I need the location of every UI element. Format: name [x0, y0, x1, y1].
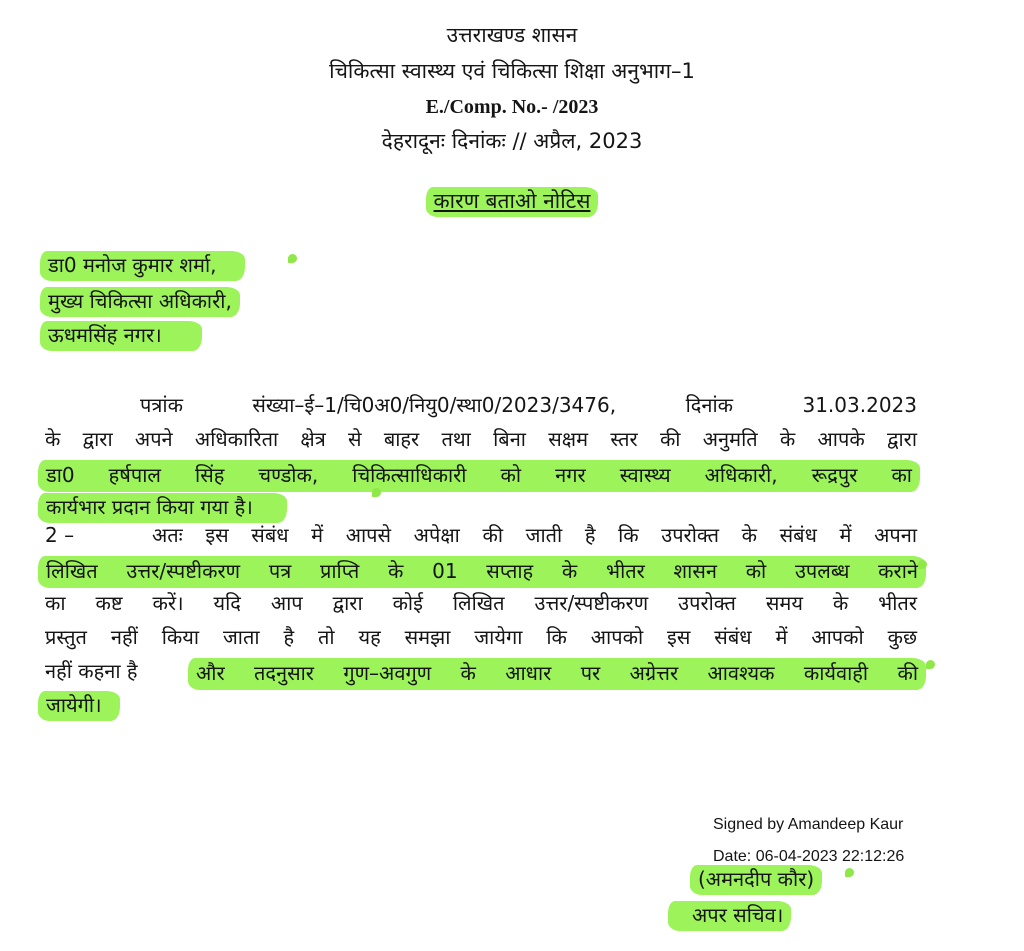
para2-line3: का कष्ट करें। यदि आप द्वारा कोई लिखित उत्तर/स्पष्टीकरण उपरोक्त समय के भीतर: [45, 591, 917, 615]
signatory-designation-row: [668, 902, 791, 928]
para2-number: 2 –: [45, 523, 75, 547]
addressee-name: डा0 मनोज कुमार शर्मा,: [40, 251, 245, 281]
para2-line6: जायेगी।: [38, 691, 120, 721]
para2-line2-row: [38, 556, 928, 588]
file-number: E./Comp. No.- /2023: [425, 96, 599, 118]
para1-line4: कार्यभार प्रदान किया गया है।: [38, 493, 287, 523]
highlighter-mark: [926, 660, 935, 669]
signatory-designation: अपर सचिव।: [668, 901, 791, 931]
para1-line3-row: [38, 460, 920, 492]
highlighter-mark: [288, 254, 297, 263]
digital-signature-date: Date: 06-04-2023 22:12:26: [713, 848, 905, 865]
highlighter-mark: [372, 488, 381, 497]
highlighter-mark: [918, 560, 927, 569]
para2-line5a: नहीं कहना है: [45, 659, 138, 683]
addressee-place: ऊधमसिंह नगर।: [40, 321, 202, 351]
highlighter-mark: [845, 868, 854, 877]
government-heading: उत्तराखण्ड शासन: [446, 23, 578, 47]
addressee-place-row: [40, 322, 202, 348]
place-date: देहरादूनः दिनांकः // अप्रैल, 2023: [381, 129, 643, 153]
para2-line4: प्रस्तुत नहीं किया जाता है तो यह समझा जायेगा कि आपको इस संबंध में आपको कुछ: [45, 625, 917, 649]
notice-title: कारण बताओ नोटिस: [426, 187, 599, 217]
addressee-designation: मुख्य चिकित्सा अधिकारी,: [40, 287, 240, 317]
department-heading: चिकित्सा स्वास्थ्य एवं चिकित्सा शिक्षा अनुभाग–1: [329, 59, 695, 83]
signatory-name: (अमनदीप कौर): [690, 865, 822, 895]
para2-line5b-row: [188, 658, 928, 690]
para1-line4-row: [38, 494, 287, 520]
para2-line1: अतः इस संबंध में आपसे अपेक्षा की जाती है कि उपरोक्त के संबंध में अपना: [152, 523, 917, 547]
digital-signature-signed-by: Signed by Amandeep Kaur: [713, 816, 904, 833]
para1-line3: डा0 हर्षपाल सिंह चण्डोक, चिकित्साधिकारी को नगर स्वास्थ्य अधिकारी, रूद्रपुर का: [38, 460, 920, 492]
para2-line5b: और तदनुसार गुण–अवगुण के आधार पर अग्रेत्तर आवश्यक कार्यवाही की: [188, 658, 926, 690]
notice-title-row: [0, 188, 1024, 214]
para1-line1: पत्रांक संख्या–ई–1/चि0अ0/नियु0/स्था0/2023/3476, दिनांक 31.03.2023: [140, 393, 917, 417]
addressee-name-row: [40, 252, 245, 278]
signatory-name-row: [690, 866, 822, 892]
para2-line6-row: [38, 692, 120, 718]
addressee-designation-row: [40, 288, 240, 314]
para2-line2: लिखित उत्तर/स्पष्टीकरण पत्र प्राप्ति के 01 सप्ताह के भीतर शासन को उपलब्ध कराने: [38, 556, 926, 588]
para1-line2: के द्वारा अपने अधिकारिता क्षेत्र से बाहर तथा बिना सक्षम स्तर की अनुमति के आपके द्वारा: [45, 427, 917, 451]
